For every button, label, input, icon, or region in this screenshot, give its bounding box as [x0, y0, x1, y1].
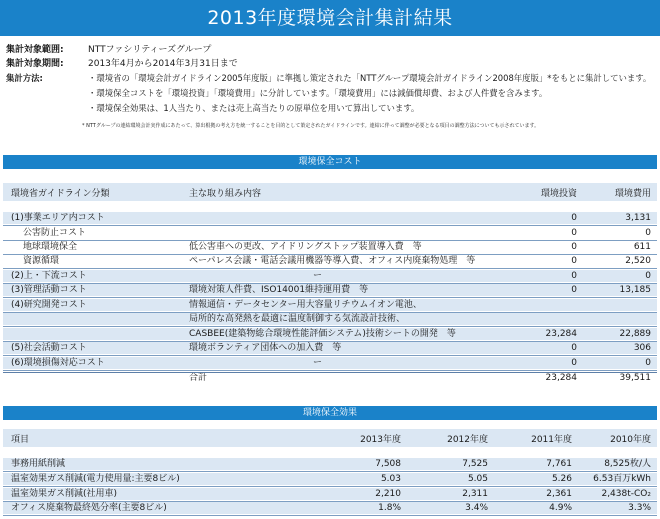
row-divider [3, 515, 657, 516]
effect-2011: 7,761 [546, 459, 572, 469]
cost-category: (5)社会活動コスト [11, 343, 87, 353]
meta-value: 2013年4月から2014年3月31日まで [88, 59, 238, 69]
table-row [3, 255, 657, 267]
effect-2012: 5.05 [467, 474, 488, 484]
cost-table-bottom-rule [3, 372, 657, 373]
header-investment: 環境投資 [540, 189, 577, 199]
row-divider [3, 471, 657, 472]
row-divider [3, 297, 657, 298]
table-row [3, 342, 657, 354]
meta-label: 集計対象範囲: [6, 45, 64, 55]
cost-expense: 3,131 [625, 213, 651, 223]
effect-section-title: 環境保全効果 [3, 406, 657, 420]
cost-content: 低公害車への更改、アイドリングストップ装置導入費 等 [189, 242, 422, 252]
cost-content: 局所的な高発熱を最適に温度制御する気流設計技術、 [189, 314, 406, 324]
cost-investment: 0 [571, 213, 577, 223]
effect-2010: 8,525枚/人 [604, 459, 651, 469]
cost-category: (2)上・下流コスト [11, 271, 87, 281]
header-item: 項目 [11, 435, 30, 445]
cost-section-title: 環境保全コスト [3, 155, 657, 169]
method-line-text: ・環境保全効果は、1人当たり、または売上高当たりの原単位を用いて算出しています。 [88, 103, 420, 113]
row-divider [3, 355, 657, 356]
effect-item: 温室効果ガス削減(電力使用量:主要8ビル) [11, 474, 180, 484]
meta-value: NTTファシリティーズグループ [88, 45, 212, 55]
cost-content: 合計 [189, 373, 208, 383]
cost-category: 公害防止コスト [23, 228, 87, 238]
cost-investment: 0 [571, 242, 577, 252]
cost-content: ー [313, 358, 323, 368]
header-2011: 2011年度 [531, 435, 572, 445]
effect-2011: 5.26 [551, 474, 572, 484]
effect-item: 温室効果ガス削減(社用車) [11, 489, 118, 499]
header-expense: 環境費用 [614, 189, 651, 199]
header-2010: 2010年度 [610, 435, 651, 445]
table-row [3, 488, 657, 500]
cost-category: (3)管理活動コスト [11, 285, 87, 295]
cost-investment: 0 [571, 358, 577, 368]
effect-2011: 4.9% [549, 503, 572, 513]
effect-item: 事務用紙削減 [11, 459, 66, 469]
effect-2010: 2,438t-CO₂ [601, 489, 651, 499]
page-title: 2013年度環境会計集計結果 [0, 0, 660, 36]
cost-table-header [3, 183, 657, 201]
table-row [3, 357, 657, 369]
cost-content: 情報通信・データセンター用大容量リチウムイオン電池、 [189, 300, 422, 310]
meta-label: 集計方法: [6, 73, 43, 83]
meta-label: 集計対象期間: [6, 59, 64, 69]
cost-expense: 0 [645, 271, 651, 281]
effect-2013: 7,508 [375, 459, 401, 469]
cost-investment: 0 [571, 228, 577, 238]
cost-expense: 0 [645, 358, 651, 368]
cost-expense: 13,185 [619, 285, 651, 295]
effect-2011: 2,361 [546, 489, 572, 499]
row-divider [3, 486, 657, 487]
meta-value: ・環境省の「環境会計ガイドライン2005年度版」に準拠し策定された「NTTグループ環境会計ガイドライン2008年度版」*をもとに集計しています。 [88, 73, 652, 83]
cost-content: ペーパレス会議・電話会議用機器等導入費、オフィス内廃棄物処理 等 [189, 256, 476, 266]
cost-investment: 0 [571, 271, 577, 281]
cost-content: CASBEE(建築物総合環境性能評価システム)技術シートの開発 等 [189, 329, 456, 339]
table-row [3, 473, 657, 485]
table-row [3, 227, 657, 239]
table-row [3, 458, 657, 470]
row-divider [3, 225, 657, 226]
row-divider [3, 326, 657, 327]
cost-expense: 611 [633, 242, 651, 252]
table-row [3, 284, 657, 296]
cost-category: 地球環境保全 [23, 242, 78, 252]
cost-investment: 23,284 [545, 329, 577, 339]
cost-content: ー [313, 271, 323, 281]
cost-investment: 23,284 [545, 373, 577, 383]
cost-category: (4)研究開発コスト [11, 300, 87, 310]
cost-investment: 0 [571, 256, 577, 266]
effect-2010: 6.53百万kWh [593, 474, 651, 484]
footnote: * NTTグループの連結環境会計実作成にあたって、算出根拠の考え方を統一することを目的として策定されたガイドラインです。連結に伴って調整が必要となる項目の調整方法についても示されています。 [82, 123, 540, 129]
row-divider [3, 370, 657, 371]
effect-2010: 3.3% [628, 503, 651, 513]
cost-content: 環境対策人件費、ISO14001維持運用費 等 [189, 285, 369, 295]
cost-category: (1)事業エリア内コスト [11, 213, 105, 223]
cost-expense: 22,889 [619, 329, 651, 339]
header-content: 主な取り組み内容 [189, 189, 262, 199]
effect-2013: 1.8% [378, 503, 401, 513]
table-row [3, 372, 657, 384]
effect-2012: 7,525 [462, 459, 488, 469]
header-2013: 2013年度 [360, 435, 401, 445]
table-row [3, 328, 657, 340]
cost-expense: 39,511 [619, 373, 651, 383]
table-row [3, 502, 657, 514]
method-line-text: ・環境保全コストを「環境投資」「環境費用」に分計しています。「環境費用」には減価償却費、および人件費を含みます。 [88, 88, 548, 98]
cost-investment: 0 [571, 285, 577, 295]
cost-investment: 0 [571, 343, 577, 353]
header-2012: 2012年度 [447, 435, 488, 445]
table-row [3, 299, 657, 311]
effect-item: オフィス廃棄物最終処分率(主要8ビル) [11, 503, 167, 513]
cost-expense: 0 [645, 228, 651, 238]
effect-table-header [3, 429, 657, 447]
cost-category: (6)環境損傷対応コスト [11, 358, 105, 368]
cost-category: 資源循環 [23, 256, 60, 266]
row-divider [3, 268, 657, 269]
cost-expense: 2,520 [625, 256, 651, 266]
table-row [3, 270, 657, 282]
table-row [3, 241, 657, 253]
table-row [3, 313, 657, 325]
cost-content: 環境ボランティア団体への加入費 等 [189, 343, 342, 353]
table-row [3, 212, 657, 224]
effect-2012: 2,311 [462, 489, 488, 499]
effect-2012: 3.4% [465, 503, 488, 513]
effect-2013: 2,210 [375, 489, 401, 499]
header-category: 環境省ガイドライン分類 [11, 189, 110, 199]
cost-expense: 306 [633, 343, 651, 353]
effect-2013: 5.03 [380, 474, 401, 484]
